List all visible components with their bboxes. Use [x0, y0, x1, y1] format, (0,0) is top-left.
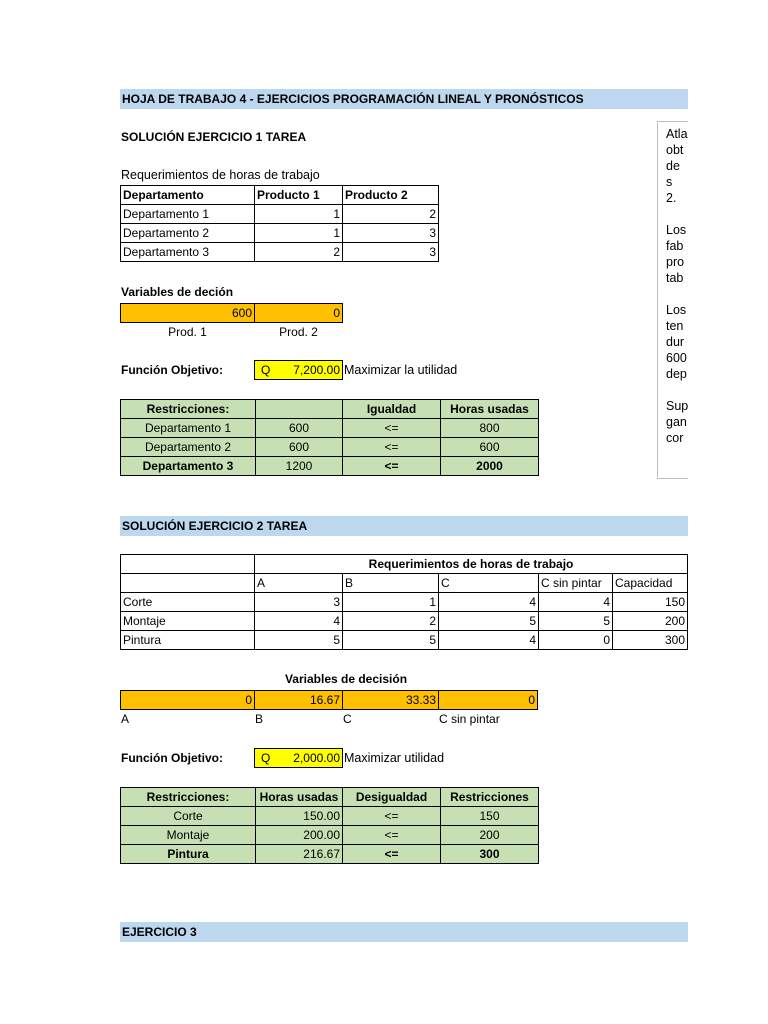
table-cell[interactable]: 5: [343, 631, 439, 650]
table-cell[interactable]: 200: [441, 826, 539, 845]
ex2-restr-header[interactable]: Restricciones: [441, 788, 539, 807]
table-cell[interactable]: 3: [343, 243, 439, 262]
ex2-req-caption[interactable]: Requerimientos de horas de trabajo: [255, 555, 688, 574]
table-cell[interactable]: 2: [343, 205, 439, 224]
ex2-obj-desc: Maximizar utilidad: [344, 751, 445, 765]
ex1-obj-label: Función Objetivo:: [121, 363, 223, 377]
table-cell[interactable]: Pintura: [121, 631, 255, 650]
ex2-req-header[interactable]: C: [439, 574, 539, 593]
ex2-obj-value: 2,000.00: [293, 751, 340, 765]
ex2-req-header[interactable]: Capacidad: [613, 574, 688, 593]
ex3-section-title: EJERCICIO 3: [120, 922, 688, 942]
ex2-var-c[interactable]: 33.33: [342, 690, 439, 710]
table-cell[interactable]: <=: [343, 845, 441, 864]
ex1-restr-table: [120, 399, 539, 476]
ex1-obj-cell[interactable]: [254, 360, 343, 380]
ex1-obj-value: 7,200.00: [293, 363, 340, 377]
table-cell[interactable]: 150: [441, 807, 539, 826]
ex1-obj-currency: Q: [261, 363, 271, 377]
table-cell[interactable]: 300: [441, 845, 539, 864]
table-cell[interactable]: Corte: [121, 593, 255, 612]
table-cell[interactable]: <=: [343, 457, 441, 476]
ex2-section-title: SOLUCIÓN EJERCICIO 2 TAREA: [120, 516, 688, 536]
ex1-req-caption: Requerimientos de horas de trabajo: [121, 168, 320, 182]
table-cell[interactable]: <=: [343, 419, 441, 438]
ex2-restr-table: [120, 787, 539, 864]
table-cell[interactable]: Departamento 2: [121, 438, 256, 457]
ex1-restr-header[interactable]: Horas usadas: [441, 400, 539, 419]
table-cell[interactable]: 4: [539, 593, 613, 612]
table-cell[interactable]: 3: [255, 593, 343, 612]
table-cell[interactable]: 300: [613, 631, 688, 650]
ex1-req-table: [120, 185, 439, 262]
table-row: [121, 205, 439, 224]
table-row: [121, 826, 539, 845]
table-cell[interactable]: Pintura: [121, 845, 256, 864]
ex1-section-title: SOLUCIÓN EJERCICIO 1 TAREA: [121, 130, 307, 144]
table-cell[interactable]: 200.00: [256, 826, 343, 845]
ex2-vars-title: Variables de decisión: [284, 672, 408, 686]
ex2-var-a[interactable]: 0: [120, 690, 255, 710]
table-cell[interactable]: Corte: [121, 807, 256, 826]
table-row: [121, 807, 539, 826]
ex2-var-label-c-sin-pintar: C sin pintar: [439, 712, 500, 726]
side-text-box: Atla obt de s 2. Los fab pro tab Los ten dur 600 dep Sup gan cor: [657, 121, 688, 479]
table-cell[interactable]: 600: [256, 438, 343, 457]
table-cell[interactable]: Departamento 1: [121, 419, 256, 438]
table-cell[interactable]: 0: [539, 631, 613, 650]
ex2-req-caption-row: [121, 555, 688, 574]
ex2-var-c-sin-pintar[interactable]: 0: [438, 690, 538, 710]
ex2-var-label-c: C: [343, 712, 352, 726]
ex2-restr-header[interactable]: Restricciones:: [121, 788, 256, 807]
table-cell[interactable]: 4: [439, 631, 539, 650]
ex1-var-label-prod1: Prod. 1: [168, 325, 207, 339]
table-cell[interactable]: 5: [439, 612, 539, 631]
ex2-obj-label: Función Objetivo:: [121, 751, 223, 765]
ex2-req-table: [120, 554, 688, 650]
ex1-restr-header[interactable]: Igualdad: [343, 400, 441, 419]
table-cell[interactable]: 1: [255, 224, 343, 243]
table-cell[interactable]: 150.00: [256, 807, 343, 826]
table-cell[interactable]: 600: [256, 419, 343, 438]
table-cell[interactable]: Departamento 2: [121, 224, 255, 243]
table-cell[interactable]: <=: [343, 438, 441, 457]
table-cell[interactable]: 2: [343, 612, 439, 631]
table-cell[interactable]: [121, 555, 255, 574]
ex1-req-header[interactable]: Producto 1: [255, 186, 343, 205]
table-cell[interactable]: 216.67: [256, 845, 343, 864]
table-row: [121, 224, 439, 243]
table-cell[interactable]: 5: [539, 612, 613, 631]
table-cell[interactable]: 2000: [441, 457, 539, 476]
table-cell[interactable]: Departamento 3: [121, 457, 256, 476]
table-cell[interactable]: Departamento 3: [121, 243, 255, 262]
table-cell[interactable]: 600: [441, 438, 539, 457]
ex2-var-b[interactable]: 16.67: [254, 690, 343, 710]
table-cell[interactable]: 1: [255, 205, 343, 224]
ex1-var-prod2[interactable]: 0: [254, 303, 343, 323]
table-cell[interactable]: 5: [255, 631, 343, 650]
ex1-var-label-prod2: Prod. 2: [279, 325, 318, 339]
ex2-obj-cell[interactable]: [254, 748, 343, 768]
ex1-obj-desc: Maximizar la utilidad: [344, 363, 458, 377]
ex1-req-header-row: [121, 186, 439, 205]
ex2-restr-header-row: [121, 788, 539, 807]
ex2-req-header-row: [121, 574, 688, 593]
ex2-restr-header[interactable]: Horas usadas: [256, 788, 343, 807]
table-cell[interactable]: Departamento 1: [121, 205, 255, 224]
ex2-req-header[interactable]: B: [343, 574, 439, 593]
table-cell[interactable]: Montaje: [121, 612, 255, 631]
table-cell[interactable]: 4: [255, 612, 343, 631]
table-cell[interactable]: Montaje: [121, 826, 256, 845]
table-row: [121, 845, 539, 864]
ex1-restr-header[interactable]: Restricciones:: [121, 400, 256, 419]
table-row: [121, 612, 688, 631]
ex2-var-label-b: B: [255, 712, 264, 726]
ex1-restr-header[interactable]: [256, 400, 343, 419]
ex2-obj-currency: Q: [261, 751, 271, 765]
table-cell[interactable]: 4: [439, 593, 539, 612]
ex1-restr-header-row: [121, 400, 539, 419]
main-title: HOJA DE TRABAJO 4 - EJERCICIOS PROGRAMACIÓN LINEAL Y PRONÓSTICOS: [120, 89, 688, 109]
table-row: [121, 631, 688, 650]
ex1-req-header[interactable]: Producto 2: [343, 186, 439, 205]
table-row: [121, 419, 539, 438]
table-row: [121, 438, 539, 457]
table-cell[interactable]: 150: [613, 593, 688, 612]
ex2-req-header[interactable]: C sin pintar: [539, 574, 613, 593]
ex2-var-label-a: A: [121, 712, 130, 726]
table-cell[interactable]: 800: [441, 419, 539, 438]
table-cell[interactable]: <=: [343, 826, 441, 845]
table-cell[interactable]: <=: [343, 807, 441, 826]
table-cell[interactable]: 1: [343, 593, 439, 612]
ex2-restr-header[interactable]: Desigualdad: [343, 788, 441, 807]
table-cell[interactable]: 1200: [256, 457, 343, 476]
ex2-req-header[interactable]: A: [255, 574, 343, 593]
ex1-var-prod1[interactable]: 600: [120, 303, 255, 323]
table-row: [121, 457, 539, 476]
table-cell[interactable]: 2: [255, 243, 343, 262]
table-row: [121, 593, 688, 612]
ex1-req-header[interactable]: Departamento: [121, 186, 255, 205]
table-row: [121, 243, 439, 262]
table-cell[interactable]: 3: [343, 224, 439, 243]
table-cell[interactable]: 200: [613, 612, 688, 631]
ex1-vars-title: Variables de deción: [121, 285, 234, 299]
table-cell[interactable]: [121, 574, 255, 593]
